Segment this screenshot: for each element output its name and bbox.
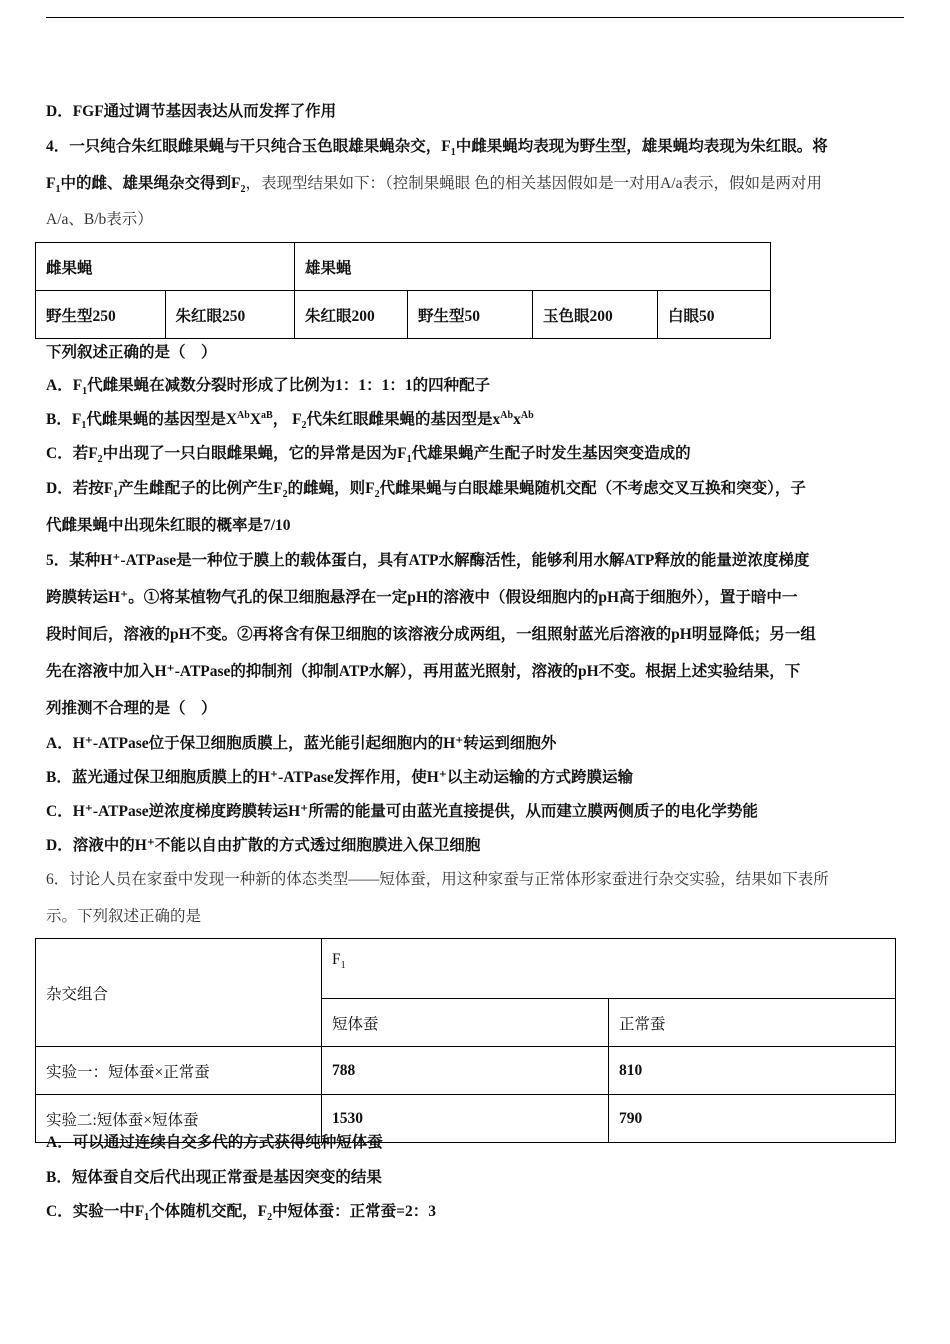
q6-stem-line1: 6．讨论人员在家蚕中发现一种新的体态类型——短体蚕，用这种家蚕与正常体形家蚕进行杂交实验，结果如下表所 [46, 871, 829, 888]
normal-count-cell: 810 [609, 1047, 896, 1095]
combo-cell: 实验二:短体蚕×短体蚕 [36, 1095, 322, 1143]
q6-option-c[interactable]: C．实验一中$F_1$个体随机交配，$F_2$中短体蚕：正常蚕=2：3 [46, 1203, 436, 1224]
table-row [36, 1047, 896, 1095]
q3-option-d[interactable]: D．FGF通过调节基因表达从而发挥了作用 [46, 103, 337, 120]
normal-count-cell: 790 [609, 1095, 896, 1143]
q4-option-b[interactable]: B．$F_1$代雌果蝇的基因型是$X^{Ab}X^{aB}$， $F_2$代朱红眼雌果蝇的基因型是$x^{Ab}x^{Ab}$ [46, 409, 534, 432]
table-cell: 朱红眼250 [165, 291, 295, 339]
table-cell: 玉色眼200 [533, 291, 658, 339]
q5-stem-line5: 列推测不合理的是（ ） [46, 700, 217, 717]
q4-stem-line1: 4．一只纯合朱红眼雌果蝇与干只纯合玉色眼雄果蝇杂交，$F_1$中雌果蝇均表现为野生型，雄果蝇均表现为朱红眼。将 [46, 138, 828, 159]
combo-header: 杂交组合 [36, 939, 322, 1047]
female-header: 雌果蝇 [36, 243, 295, 291]
combo-cell: 实验一：短体蚕×正常蚕 [36, 1047, 322, 1095]
short-count-cell: 1530 [322, 1095, 609, 1143]
q5-stem-line1: 5．某种H⁺-ATPase是一种位于膜上的载体蛋白，具有ATP水解酶活性，能够利用水解ATP释放的能量逆浓度梯度 [46, 552, 810, 569]
q5-stem-line2: 跨膜转运H⁺。①将某植物气孔的保卫细胞悬浮在一定pH的溶液中（假设细胞内的pH高于细胞外），置于暗中一 [46, 589, 798, 606]
q5-stem-line3: 段时间后，溶液的pH不变。②再将含有保卫细胞的该溶液分成两组，一组照射蓝光后溶液的pH明显降低；另一组 [46, 626, 816, 643]
table-cell: 朱红眼200 [295, 291, 408, 339]
table-cell: 野生型250 [36, 291, 166, 339]
q6-option-a[interactable]: A．可以通过连续自交多代的方式获得纯种短体蚕 [46, 1134, 383, 1151]
q4-option-d[interactable]: D．若按$F_1$产生雌配子的比例产生$F_2$的雌蝇，则$F_2$代雌果蝇与白眼雄果蝇随机交配（不考虑交叉互换和突变），子 [46, 480, 806, 501]
q4-phenotype-table [35, 242, 771, 339]
short-header: 短体蚕 [322, 999, 609, 1047]
q5-option-c[interactable]: C．H⁺-ATPase逆浓度梯度跨膜转运H⁺所需的能量可由蓝光直接提供，从而建立膜两侧质子的电化学势能 [46, 803, 758, 820]
q4-stem-line2: $F_1$中的雌、雄果绳杂交得到$F_2$，表现型结果如下：（控制果蝇眼 色的相关基因假如是一对用A/a表示，假如是两对用 [46, 175, 822, 196]
normal-header: 正常蚕 [609, 999, 896, 1047]
q4-stem-line3: A/a、B/b表示） [46, 211, 153, 228]
table-cell: 白眼50 [658, 291, 771, 339]
header-rule [46, 17, 904, 18]
f1-header: $F_1$ [322, 939, 896, 999]
q4-prompt: 下列叙述正确的是（ ） [46, 344, 217, 361]
q6-cross-table [35, 938, 896, 1143]
short-count-cell: 788 [322, 1047, 609, 1095]
q5-option-b[interactable]: B．蓝光通过保卫细胞质膜上的H⁺-ATPase发挥作用，使H⁺以主动运输的方式跨膜运输 [46, 769, 633, 786]
q5-stem-line4: 先在溶液中加入H⁺-ATPase的抑制剂（抑制ATP水解），再用蓝光照射，溶液的pH不变。根据上述实验结果，下 [46, 663, 801, 680]
q4-option-a[interactable]: A．$F_1$代雌果蝇在减数分裂时形成了比例为1：1：1：1的四种配子 [46, 377, 491, 398]
q6-stem-line2: 示。下列叙述正确的是 [46, 908, 202, 925]
q5-option-a[interactable]: A．H⁺-ATPase位于保卫细胞质膜上，蓝光能引起细胞内的H⁺转运到细胞外 [46, 735, 557, 752]
q4-option-c[interactable]: C．若$F_2$中出现了一只白眼雌果蝇，它的异常是因为$F_1$代雄果蝇产生配子时发生基因突变造成的 [46, 445, 691, 466]
male-header: 雄果蝇 [295, 243, 771, 291]
table-cell: 野生型50 [408, 291, 533, 339]
q6-option-b[interactable]: B．短体蚕自交后代出现正常蚕是基因突变的结果 [46, 1169, 382, 1186]
q5-option-d[interactable]: D．溶液中的H⁺不能以自由扩散的方式透过细胞膜进入保卫细胞 [46, 837, 481, 854]
q4-option-d-line2: 代雌果蝇中出现朱红眼的概率是7/10 [46, 517, 291, 534]
